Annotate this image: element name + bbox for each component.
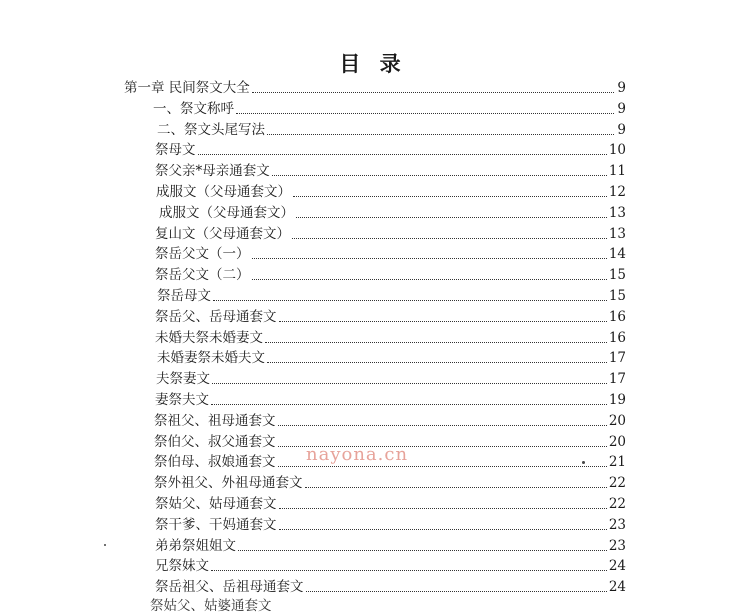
toc-entry [156,367,626,387]
toc-entry [155,388,626,408]
toc-entry-label: 未婚夫祭未婚妻文 [155,329,263,346]
toc-entry [155,575,626,595]
toc-entry-page: 15 [608,288,626,304]
toc-entry-page: 19 [608,392,626,408]
toc-entry-label: 祭岳父文（二） [155,267,250,284]
toc-entry [154,471,626,491]
toc-entry-page: 9 [617,121,626,138]
toc-entry-label: 祭祖父、祖母通套文 [154,412,276,429]
toc-entry-label: 夫祭妻文 [156,371,210,388]
scan-speck [104,544,106,546]
cutoff-entry: 祭姑父、姑婆通套文 [150,598,272,614]
toc-entry-label: 祭伯父、叔父通套文 [154,433,276,450]
toc-entry-page: 17 [608,350,626,367]
toc-entry-page: 21 [608,454,626,471]
toc-entry-label: 妻祭夫文 [155,392,209,408]
toc-entry [157,346,626,366]
toc-leader-dots [211,403,607,405]
toc-entry-label: 成服文（父母通套文） [156,184,291,200]
toc-entry-page: 12 [608,184,626,200]
toc-entry-page: 22 [608,496,626,512]
toc-entry-page: 11 [608,163,626,180]
toc-entry-label: 祭母文 [155,142,196,159]
toc-leader-dots [267,133,614,135]
toc-entry [157,284,626,304]
toc-entry [156,180,626,200]
toc-leader-dots [293,195,607,197]
toc-entry-label: 祭岳父文（一） [155,246,250,263]
toc-entry-page: 23 [608,537,626,554]
toc-leader-dots [279,507,607,509]
toc-entry [155,138,626,158]
toc-entry-label: 弟弟祭姐姐文 [155,537,236,554]
toc-entry-page: 13 [608,225,626,242]
toc-entry [159,201,626,221]
toc-entry-label: 祭姑父、姑母通套文 [155,496,277,512]
scan-speck [582,461,585,464]
toc-entry-page: 10 [608,142,626,159]
toc-entry-label: 一、祭文称呼 [153,100,234,117]
toc-leader-dots [278,424,607,426]
watermark: nayona.cn [306,444,409,465]
toc-entry [154,409,626,429]
toc-leader-dots [252,257,607,259]
toc-entry-label: 祭岳母文 [157,288,211,304]
toc-leader-dots [198,153,607,155]
toc-leader-dots [279,528,607,530]
toc-entry [157,118,626,138]
toc-entry-label: 祭外祖父、外祖母通套文 [154,475,303,492]
toc-entry-label: 祭岳父、岳母通套文 [155,308,277,325]
toc-leader-dots [278,465,607,467]
toc-entry-page: 13 [608,204,626,221]
toc-leader-dots [292,237,607,239]
toc-leader-dots [279,320,607,322]
toc-entry [155,326,626,346]
toc-entry [155,513,626,533]
toc-entry [155,492,626,512]
toc-leader-dots [267,361,607,363]
toc-leader-dots [296,216,607,218]
toc-entry-label: 祭岳祖父、岳祖母通套文 [155,579,304,596]
toc-leader-dots [213,299,607,301]
toc-leader-dots [238,549,607,551]
toc-leader-dots [306,590,607,592]
toc-entry-page: 20 [608,412,626,429]
toc-entry-page: 9 [617,80,626,96]
toc-entry-page: 15 [608,267,626,284]
toc-entry-page: 24 [608,579,626,596]
toc-leader-dots [211,569,607,571]
toc-entry [155,554,626,574]
toc-entry-label: 祭父亲*母亲通套文 [155,163,270,180]
toc-leader-dots [212,382,607,384]
toc-entry-page: 20 [608,433,626,450]
toc-entry-label: 祭干爹、干妈通套文 [155,516,277,533]
toc-leader-dots [265,341,607,343]
toc-entry-page: 23 [608,516,626,533]
toc-entry-label: 祭伯母、叔娘通套文 [154,454,276,471]
toc-entry-label: 兄祭妹文 [155,558,209,575]
toc-leader-dots [252,278,607,280]
toc-leader-dots [305,486,607,488]
toc-entry [155,222,626,242]
toc-entry-label: 第一章 民间祭文大全 [124,80,250,96]
toc-entry-page: 9 [617,100,626,117]
toc-leader-dots [236,112,614,114]
page-title: 目 录 [339,51,407,76]
toc-entry-page: 24 [608,558,626,575]
toc-entry-label: 复山文（父母通套文） [155,225,290,242]
toc-entry-page: 14 [608,246,626,263]
toc-entry-label: 未婚妻祭未婚夫文 [157,350,265,367]
toc-entry [155,305,626,325]
toc-entry [155,159,626,179]
toc-entry-page: 16 [608,329,626,346]
toc-entry [124,76,626,96]
toc-leader-dots [272,174,607,176]
toc-entry-page: 16 [608,308,626,325]
toc-entry [155,263,626,283]
toc-entry-page: 17 [608,371,626,388]
toc-entry-page: 22 [608,475,626,492]
toc-entry-label: 二、祭文头尾写法 [157,121,265,138]
toc-entry [155,242,626,262]
toc-leader-dots [252,91,614,93]
toc-entry [153,97,626,117]
toc-entry [155,534,626,554]
toc-entry-label: 成服文（父母通套文） [159,204,294,221]
